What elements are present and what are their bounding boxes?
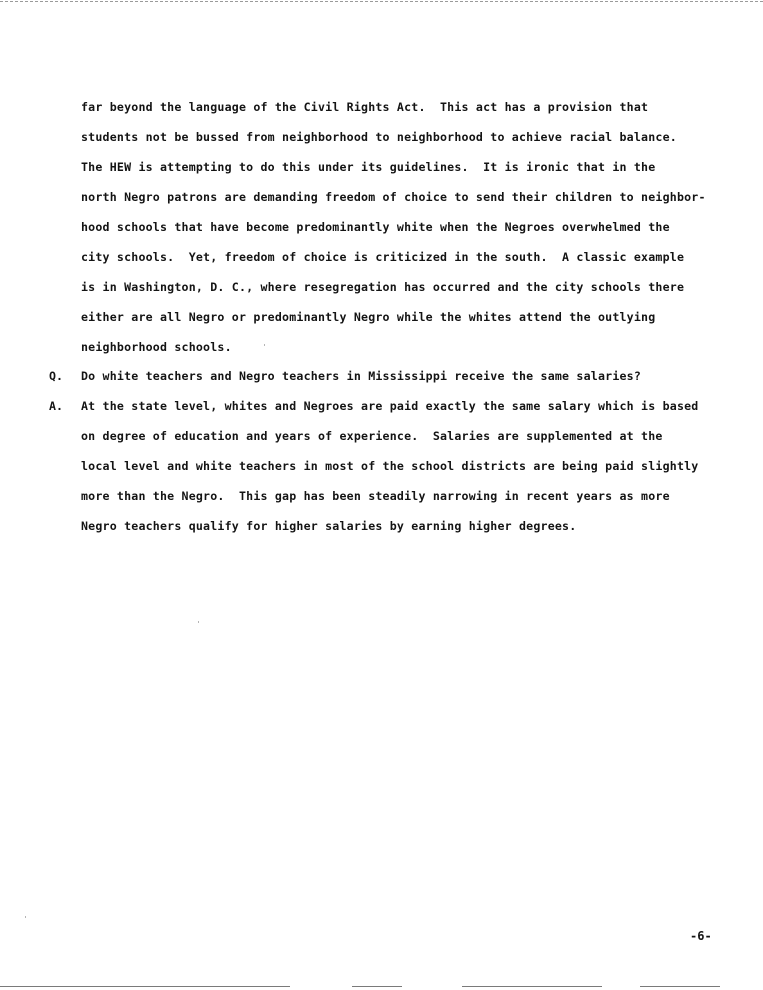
paragraph-line: hood schools that have become predominantly white when the Negroes overwhelmed the bbox=[81, 220, 670, 234]
scan-speck bbox=[198, 621, 199, 623]
answer-line: Negro teachers qualify for higher salaries by earning higher degrees. bbox=[81, 519, 577, 533]
paragraph-line: city schools. Yet, freedom of choice is criticized in the south. A classic example bbox=[81, 250, 685, 264]
answer-line: more than the Negro. This gap has been steadily narrowing in recent years as more bbox=[81, 489, 670, 503]
paragraph-line: The HEW is attempting to do this under its guidelines. It is ironic that in the bbox=[81, 160, 656, 174]
bottom-rule-segment bbox=[352, 986, 402, 987]
answer-line: on degree of education and years of experience. Salaries are supplemented at the bbox=[81, 429, 663, 443]
scan-speck bbox=[264, 344, 265, 346]
answer-label: A. bbox=[49, 399, 63, 413]
page-number: -6- bbox=[690, 929, 712, 943]
answer-line: At the state level, whites and Negroes are paid exactly the same salary which is based bbox=[81, 399, 699, 413]
paragraph-line: either are all Negro or predominantly Negro while the whites attend the outlying bbox=[81, 310, 656, 324]
paragraph-line: north Negro patrons are demanding freedom of choice to send their children to neighbor- bbox=[81, 190, 706, 204]
bottom-rule-segment bbox=[0, 986, 290, 987]
paragraph-line: students not be bussed from neighborhood to neighborhood to achieve racial balance. bbox=[81, 130, 677, 144]
paragraph-line: is in Washington, D. C., where resegregation has occurred and the city schools there bbox=[81, 280, 685, 294]
answer-line: local level and white teachers in most of the school districts are being paid slightly bbox=[81, 459, 699, 473]
question-label: Q. bbox=[49, 369, 63, 383]
question-text: Do white teachers and Negro teachers in Mississippi receive the same salaries? bbox=[81, 369, 642, 383]
page-top-border bbox=[0, 1, 763, 2]
bottom-rule-segment bbox=[462, 986, 602, 987]
paragraph-line: far beyond the language of the Civil Rights Act. This act has a provision that bbox=[81, 100, 649, 114]
paragraph-line: neighborhood schools. bbox=[81, 340, 232, 354]
scan-speck bbox=[25, 916, 26, 918]
bottom-rule-segment bbox=[640, 986, 720, 987]
